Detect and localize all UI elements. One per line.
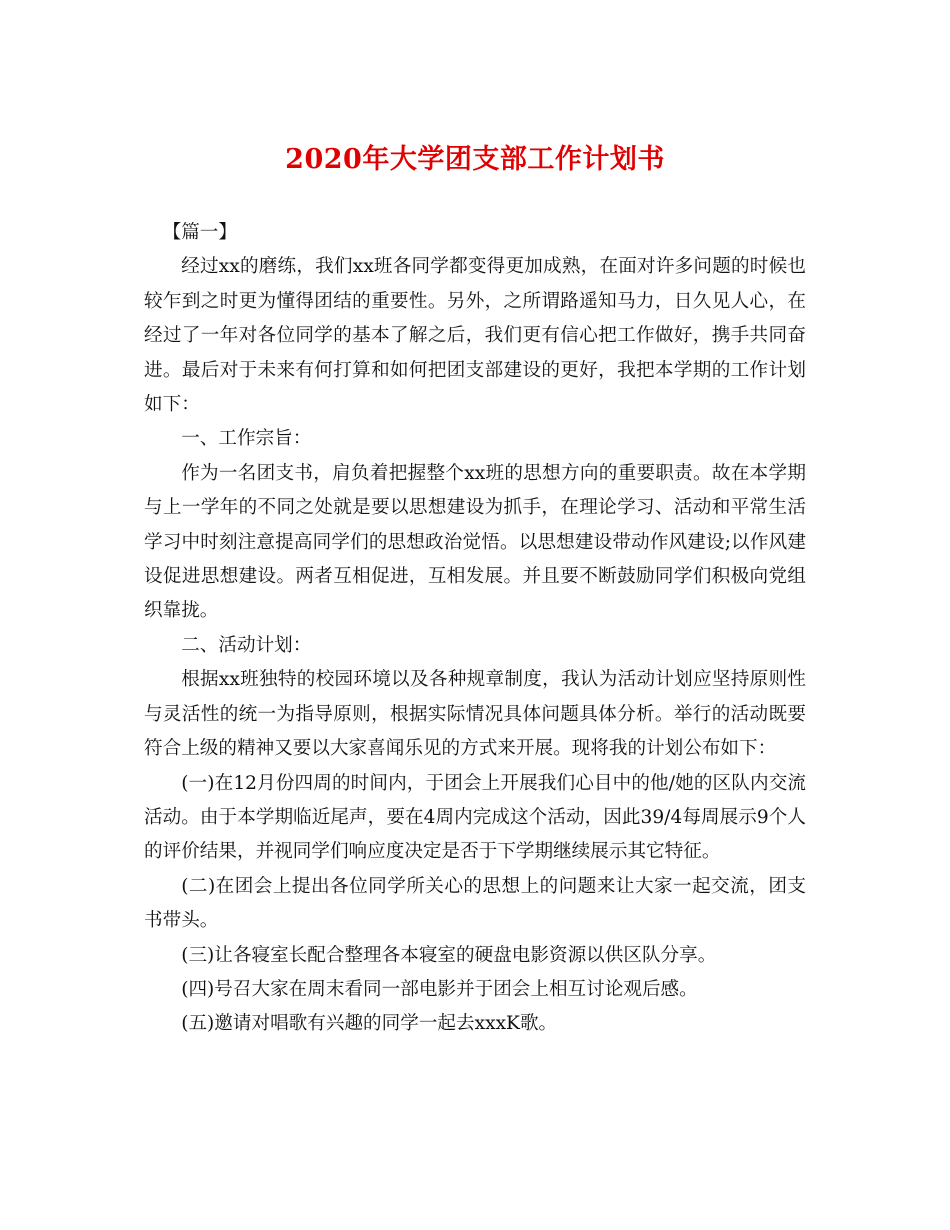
paragraph-purpose: 作为一名团支书，肩负着把握整个xx班的思想方向的重要职责。故在本学期与上一学年的不同之处就是要以思想建设为抓手，在理论学习、活动和平常生活学习中时刻注意提高同学们的思想政治觉悟。以思想建设带动作风建设;以作风建设促进思想建设。两者互相促进，互相发展。并且要不断鼓励同学们积极向党组织靠拢。 bbox=[144, 462, 806, 622]
plan-item-1: (一)在12月份四周的时间内，于团会上开展我们心目中的他/她的区队内交流活动。由于本学期临近尾声，要在4周内完成这个活动，因此39/4每周展示9个人的评价结果，并视同学们响应度决定是否于下学期继续展示其它特征。 bbox=[144, 772, 806, 863]
plan-item-3: (三)让各寝室长配合整理各本寝室的硬盘电影资源以供区队分享。 bbox=[181, 944, 717, 966]
paragraph-activity-plan: 根据xx班独特的校园环境以及各种规章制度，我认为活动计划应坚持原则性与灵活性的统一为指导原则，根据实际情况具体问题具体分析。举行的活动既要符合上级的精神又要以大家喜闻乐见的方式来开展。现将我的计划公布如下： bbox=[144, 669, 806, 760]
plan-item-5: (五)邀请对唱歌有兴趣的同学一起去xxxK歌。 bbox=[181, 1013, 558, 1035]
heading-purpose: 一、工作宗旨： bbox=[181, 428, 312, 450]
heading-activity-plan: 二、活动计划： bbox=[181, 634, 312, 656]
document-body bbox=[144, 216, 806, 1042]
plan-item-4: (四)号召大家在周末看同一部电影并于团会上相互讨论观后感。 bbox=[181, 978, 698, 1000]
plan-item-2: (二)在团会上提出各位同学所关心的思想上的问题来让大家一起交流，团支书带头。 bbox=[144, 875, 806, 932]
document-title: 2020年大学团支部工作计划书 bbox=[285, 144, 665, 175]
paragraph-intro: 经过xx的磨练，我们xx班各同学都变得更加成熟，在面对许多问题的时候也较乍到之时更为懂得团结的重要性。另外，之所谓路遥知马力，日久见人心，在经过了一年对各位同学的基本了解之后，我们更有信心把工作做好，携手共同奋进。最后对于未来有何打算和如何把团支部建设的更好，我把本学期的工作计划如下： bbox=[144, 256, 806, 416]
section-tag: 【篇一】 bbox=[162, 222, 237, 243]
